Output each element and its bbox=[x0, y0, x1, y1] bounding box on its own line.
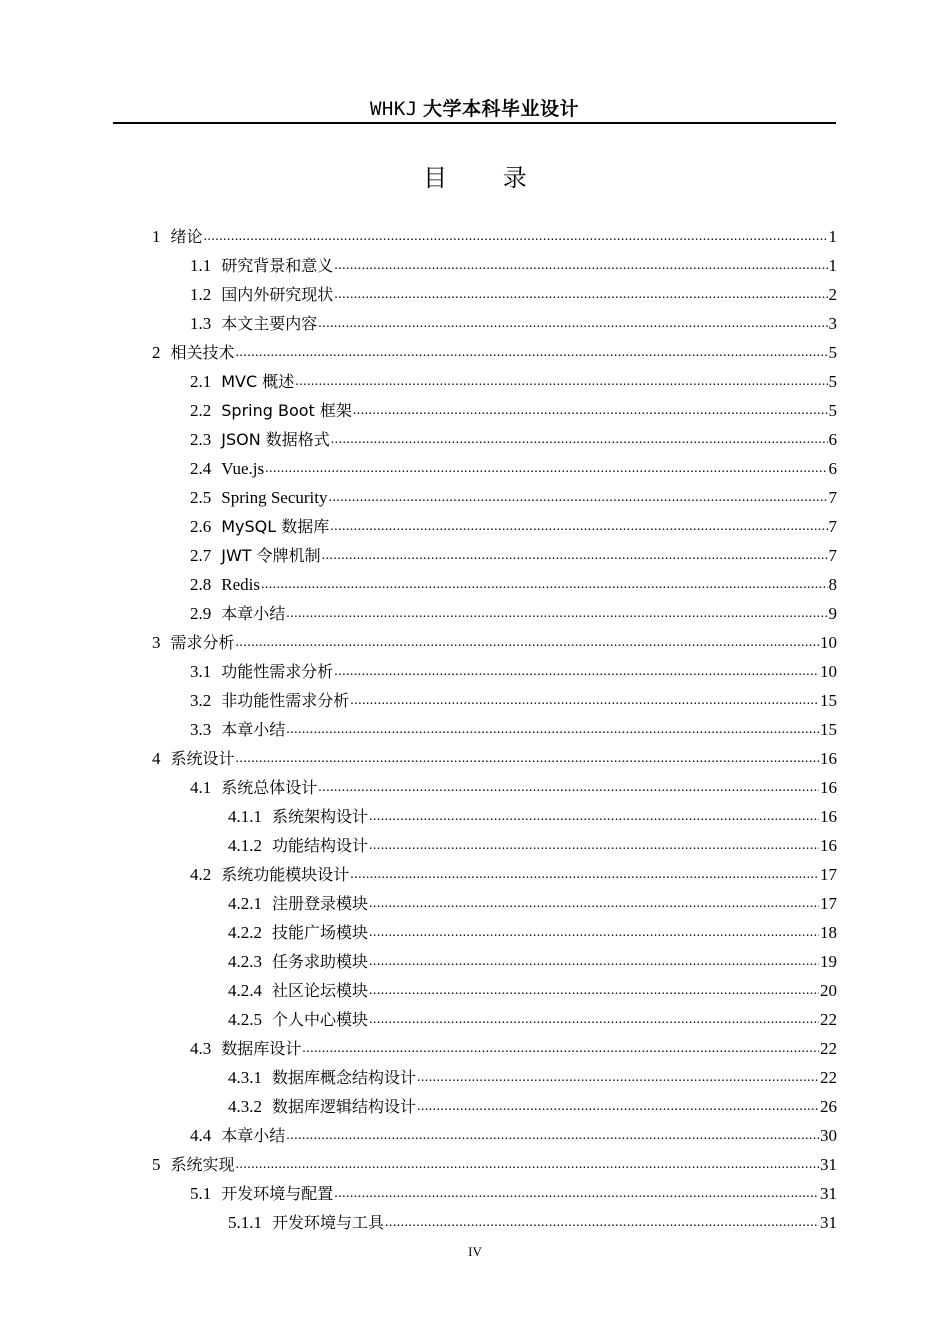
toc-entry-number: 2.3 bbox=[190, 430, 212, 449]
toc-entry-number: 2.8 bbox=[190, 575, 212, 594]
toc-entry[interactable] bbox=[190, 1030, 837, 1059]
toc-entry[interactable] bbox=[190, 856, 837, 885]
toc-entry[interactable] bbox=[190, 276, 837, 305]
toc-entry-page: 7 bbox=[828, 488, 837, 507]
toc-entry[interactable] bbox=[152, 218, 837, 247]
toc-entry-label: 绪论 bbox=[170, 227, 203, 246]
toc-entry[interactable] bbox=[190, 479, 837, 508]
toc-entry-page: 5 bbox=[828, 343, 837, 362]
toc-entry[interactable] bbox=[228, 914, 837, 943]
toc-entry-number: 3.3 bbox=[190, 720, 212, 739]
toc-entry-page: 26 bbox=[820, 1097, 837, 1116]
toc-leader-dots bbox=[369, 980, 819, 998]
toc-leader-dots bbox=[329, 487, 828, 505]
toc-entry-label: 本章小结 bbox=[221, 1126, 286, 1145]
toc-entry-number: 1 bbox=[152, 227, 161, 246]
toc-entry-number: 4.2.3 bbox=[228, 952, 262, 971]
toc-leader-dots bbox=[236, 1154, 819, 1172]
toc-entry-page: 5 bbox=[828, 372, 837, 391]
toc-entry-page: 5 bbox=[828, 401, 837, 420]
toc-entry-number: 5.1.1 bbox=[228, 1213, 262, 1232]
toc-entry-page: 9 bbox=[828, 604, 837, 623]
toc-entry-number: 2.2 bbox=[190, 401, 212, 420]
toc-entry-page: 16 bbox=[820, 778, 837, 797]
toc-entry[interactable] bbox=[190, 305, 837, 334]
toc-entry-page: 7 bbox=[828, 517, 837, 536]
toc-entry[interactable] bbox=[190, 1117, 837, 1146]
toc-entry-page: 20 bbox=[820, 981, 837, 1000]
toc-entry[interactable] bbox=[228, 1001, 837, 1030]
toc-entry-page: 3 bbox=[828, 314, 837, 333]
toc-entry-label: 系统实现 bbox=[170, 1155, 235, 1174]
toc-entry-label: JSON 数据格式 bbox=[221, 430, 330, 449]
toc-entry-page: 31 bbox=[820, 1213, 837, 1232]
toc-leader-dots bbox=[369, 835, 819, 853]
toc-entry-page: 22 bbox=[820, 1068, 837, 1087]
toc-entry[interactable] bbox=[190, 769, 837, 798]
toc-entry-number: 4.3 bbox=[190, 1039, 212, 1058]
toc-entry-number: 3 bbox=[152, 633, 161, 652]
toc-entry[interactable] bbox=[228, 1204, 837, 1233]
toc-leader-dots bbox=[369, 1009, 819, 1027]
toc-entry-label: Redis bbox=[221, 575, 260, 594]
toc-leader-dots bbox=[286, 1125, 819, 1143]
toc-entry[interactable] bbox=[228, 972, 837, 1001]
toc-leader-dots bbox=[385, 1212, 819, 1230]
toc-entry-label: Spring Boot 框架 bbox=[221, 401, 352, 420]
toc-entry-label: 本文主要内容 bbox=[221, 314, 318, 333]
toc-leader-dots bbox=[318, 313, 827, 331]
toc-entry-number: 2.1 bbox=[190, 372, 212, 391]
toc-entry[interactable] bbox=[190, 392, 837, 421]
toc-entry[interactable] bbox=[228, 885, 837, 914]
toc-leader-dots bbox=[331, 429, 828, 447]
toc-entry-page: 6 bbox=[828, 430, 837, 449]
toc-entry-number: 2.5 bbox=[190, 488, 212, 507]
toc-entry-label: 系统架构设计 bbox=[272, 807, 369, 826]
toc-entry-label: 数据库逻辑结构设计 bbox=[272, 1097, 417, 1116]
toc-leader-dots bbox=[334, 255, 827, 273]
toc-entry-label: 研究背景和意义 bbox=[221, 256, 334, 275]
toc-entry-label: Spring Security bbox=[221, 488, 328, 507]
toc-entry-number: 1.3 bbox=[190, 314, 212, 333]
toc-entry-label: 系统功能模块设计 bbox=[221, 865, 350, 884]
toc-leader-dots bbox=[286, 603, 827, 621]
toc-entry-page: 2 bbox=[828, 285, 837, 304]
toc-entry[interactable] bbox=[190, 537, 837, 566]
toc-entry-label: 注册登录模块 bbox=[272, 894, 369, 913]
toc-entry[interactable] bbox=[152, 740, 837, 769]
toc-entry-page: 7 bbox=[828, 546, 837, 565]
toc-entry-label: JWT 令牌机制 bbox=[221, 546, 321, 565]
toc-entry[interactable] bbox=[190, 653, 837, 682]
toc-entry-page: 19 bbox=[820, 952, 837, 971]
page-header bbox=[113, 94, 836, 124]
toc-entry-page: 22 bbox=[820, 1039, 837, 1058]
toc-entry-label: 国内外研究现状 bbox=[221, 285, 334, 304]
toc-entry[interactable] bbox=[190, 595, 837, 624]
toc-entry[interactable] bbox=[190, 508, 837, 537]
toc-entry-number: 4.2.5 bbox=[228, 1010, 262, 1029]
toc-entry-page: 16 bbox=[820, 836, 837, 855]
toc-entry[interactable] bbox=[190, 247, 837, 276]
toc-leader-dots bbox=[334, 284, 827, 302]
toc-entry-label: 非功能性需求分析 bbox=[221, 691, 350, 710]
toc-entry-page: 17 bbox=[820, 894, 837, 913]
toc-leader-dots bbox=[369, 951, 819, 969]
toc-entry-number: 2.7 bbox=[190, 546, 212, 565]
toc-entry[interactable] bbox=[190, 566, 837, 595]
toc-leader-dots bbox=[330, 516, 827, 534]
toc-entry-label: MySQL 数据库 bbox=[221, 517, 330, 536]
toc-leader-dots bbox=[265, 458, 827, 476]
toc-entry-label: 开发环境与工具 bbox=[272, 1213, 385, 1232]
header-title: 大学本科毕业设计 bbox=[423, 98, 580, 120]
toc-entry[interactable] bbox=[228, 943, 837, 972]
toc-entry[interactable] bbox=[190, 421, 837, 450]
toc-leader-dots bbox=[322, 545, 828, 563]
toc-entry-number: 4.3.1 bbox=[228, 1068, 262, 1087]
toc-leader-dots bbox=[369, 806, 819, 824]
toc-entry-label: 系统总体设计 bbox=[221, 778, 318, 797]
toc-entry-number: 4.1 bbox=[190, 778, 212, 797]
toc-leader-dots bbox=[318, 777, 819, 795]
toc-entry-label: 数据库概念结构设计 bbox=[272, 1068, 417, 1087]
toc-entry-number: 4.1.2 bbox=[228, 836, 262, 855]
toc-entry-label: 开发环境与配置 bbox=[221, 1184, 334, 1203]
toc-entry-page: 10 bbox=[820, 633, 837, 652]
toc-entry-number: 5.1 bbox=[190, 1184, 212, 1203]
toc-entry[interactable] bbox=[190, 711, 837, 740]
toc-entry-number: 1.2 bbox=[190, 285, 212, 304]
toc-entry-number: 1.1 bbox=[190, 256, 212, 275]
toc-leader-dots bbox=[302, 1038, 819, 1056]
toc-leader-dots bbox=[369, 893, 819, 911]
toc-entry-label: 社区论坛模块 bbox=[272, 981, 369, 1000]
toc-entry-label: 数据库设计 bbox=[221, 1039, 302, 1058]
toc-leader-dots bbox=[353, 400, 828, 418]
toc-entry-label: 本章小结 bbox=[221, 720, 286, 739]
toc-entry[interactable] bbox=[228, 827, 837, 856]
toc-leader-dots bbox=[417, 1067, 819, 1085]
header-prefix: WHKJ bbox=[369, 98, 418, 120]
toc-leader-dots bbox=[236, 632, 819, 650]
toc-title: 目 录 bbox=[423, 164, 551, 192]
toc-entry-number: 5 bbox=[152, 1155, 161, 1174]
toc-entry[interactable] bbox=[190, 450, 837, 479]
toc-leader-dots bbox=[236, 748, 819, 766]
toc-entry-page: 10 bbox=[820, 662, 837, 681]
toc-entry-page: 8 bbox=[828, 575, 837, 594]
toc-leader-dots bbox=[295, 371, 827, 389]
page-number: IV bbox=[468, 1244, 482, 1259]
toc-entry-label: 个人中心模块 bbox=[272, 1010, 369, 1029]
toc-leader-dots bbox=[350, 690, 819, 708]
toc-leader-dots bbox=[369, 922, 819, 940]
toc-entry-page: 17 bbox=[820, 865, 837, 884]
toc-entry-page: 15 bbox=[820, 720, 837, 739]
toc-leader-dots bbox=[334, 661, 819, 679]
toc-entry-label: 功能结构设计 bbox=[272, 836, 369, 855]
toc-entry-label: 任务求助模块 bbox=[272, 952, 369, 971]
toc-entry-number: 2 bbox=[152, 343, 161, 362]
toc-entry-page: 31 bbox=[820, 1155, 837, 1174]
toc-leader-dots bbox=[286, 719, 819, 737]
toc-entry-page: 22 bbox=[820, 1010, 837, 1029]
toc-entry-page: 15 bbox=[820, 691, 837, 710]
toc-entry-number: 2.4 bbox=[190, 459, 212, 478]
toc-entry-label: 功能性需求分析 bbox=[221, 662, 334, 681]
toc-entry[interactable] bbox=[152, 334, 837, 363]
toc-entry-number: 4 bbox=[152, 749, 161, 768]
toc-entry[interactable] bbox=[228, 1059, 837, 1088]
toc-entry[interactable] bbox=[228, 1088, 837, 1117]
toc-entry[interactable] bbox=[190, 363, 837, 392]
toc-entry-label: MVC 概述 bbox=[221, 372, 295, 391]
toc-entry-number: 2.9 bbox=[190, 604, 212, 623]
toc-entry-number: 4.1.1 bbox=[228, 807, 262, 826]
toc-entry[interactable] bbox=[190, 1175, 837, 1204]
toc-entry-page: 18 bbox=[820, 923, 837, 942]
toc-entry-page: 30 bbox=[820, 1126, 837, 1145]
toc-entry-number: 3.2 bbox=[190, 691, 212, 710]
toc-entry-number: 4.2.4 bbox=[228, 981, 262, 1000]
toc-entry-number: 2.6 bbox=[190, 517, 212, 536]
toc-entry-label: 相关技术 bbox=[170, 343, 235, 362]
toc-entry[interactable] bbox=[190, 682, 837, 711]
toc-entry-page: 1 bbox=[828, 227, 837, 246]
toc-entry-label: Vue.js bbox=[221, 459, 265, 478]
toc-entry[interactable] bbox=[152, 1146, 837, 1175]
toc-entry-label: 本章小结 bbox=[221, 604, 286, 623]
toc-leader-dots bbox=[417, 1096, 819, 1114]
toc-entry-label: 技能广场模块 bbox=[272, 923, 369, 942]
toc-entry-label: 系统设计 bbox=[170, 749, 235, 768]
toc-entry-page: 1 bbox=[828, 256, 837, 275]
toc-entry-number: 4.2.2 bbox=[228, 923, 262, 942]
toc-entry-page: 31 bbox=[820, 1184, 837, 1203]
toc-entry-number: 4.2.1 bbox=[228, 894, 262, 913]
toc-leader-dots bbox=[261, 574, 828, 592]
toc-entry-page: 16 bbox=[820, 749, 837, 768]
toc-entry-page: 16 bbox=[820, 807, 837, 826]
toc-entry-number: 4.3.2 bbox=[228, 1097, 262, 1116]
toc-entry-number: 4.4 bbox=[190, 1126, 212, 1145]
toc-entry[interactable] bbox=[228, 798, 837, 827]
toc-entry-label: 需求分析 bbox=[170, 633, 235, 652]
toc-entry-number: 3.1 bbox=[190, 662, 212, 681]
toc-leader-dots bbox=[204, 226, 828, 244]
toc-leader-dots bbox=[350, 864, 819, 882]
toc-leader-dots bbox=[334, 1183, 819, 1201]
toc-leader-dots bbox=[236, 342, 828, 360]
toc-entry-number: 4.2 bbox=[190, 865, 212, 884]
toc-entry-page: 6 bbox=[828, 459, 837, 478]
toc-entry[interactable] bbox=[152, 624, 837, 653]
